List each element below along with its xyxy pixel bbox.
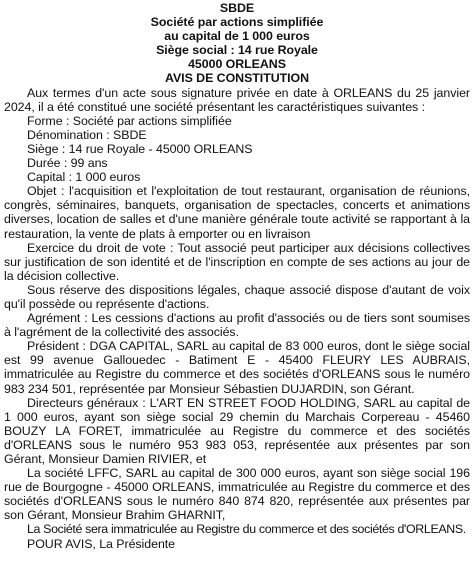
capital-detail-line: Capital : 1 000 euros <box>27 170 141 185</box>
signature-line: POUR AVIS, La Présidente <box>27 536 176 551</box>
notice-header <box>4 1 470 86</box>
legal-form: Société par actions simplifiée <box>150 15 324 30</box>
denomination-line: Dénomination : SBDE <box>27 127 147 142</box>
president-paragraph: Président : DGA CAPITAL, SARL au capital de 83 000 euros, dont le siège social est 99 avenue Gallouedec - Batiment E - 45400 FLEURY LES AUBRAIS, immatriculée au Registre du commerce et des sociétés d'ORLEANS sous le numéro 983 234 501, représentée par Monsieur Sébastien DUJARDIN, son Gérant. <box>4 339 470 396</box>
notice-title: AVIS DE CONSTITUTION <box>164 71 310 86</box>
directeurs-paragraph: Directeurs généraux : L'ART EN STREET FOOD HOLDING, SARL au capital de 1 000 euros, ayant son siège social 29 chemin du Marchais Corpereau - 45460 BOUZY LA FORET, immatriculée au Registre du commerce et des sociétés d'ORLEANS sous le numéro 953 983 053, représentée aux présentes par son Gérant, Monsieur Damien RIVIER, et <box>4 395 470 466</box>
siege-line: Siège : 14 rue Royale - 45000 ORLEANS <box>27 141 253 156</box>
lffc-paragraph: La société LFFC, SARL au capital de 300 000 euros, ayant son siège social 196 rue de Bourgogne - 45000 ORLEANS, immatriculée au Registre du commerce et des sociétés d'ORLEANS sous le numéro 840 874 820, représentée aux présentes par son Gérant, Monsieur Brahim GHARNIT, <box>4 466 470 523</box>
voix-paragraph: Sous réserve des dispositions légales, chaque associé dispose d'autant de voix qu'il possède ou représente d'actions. <box>4 282 470 311</box>
agrement-paragraph: Agrément : Les cessions d'actions au profit d'associés ou de tiers sont soumises à l'agrément de la collectivité des associés. <box>4 311 470 340</box>
immatriculation-paragraph: La Société sera immatriculée au Registre du commerce et des sociétés d'ORLEANS. <box>27 522 466 537</box>
registered-office: Siège social : 14 rue Royale <box>156 43 318 58</box>
vote-paragraph: Exercice du droit de vote : Tout associé peut participer aux décisions collectives sur justification de son identité et de l'inscription en compte de ses actions au jour de la décision collective. <box>4 240 470 283</box>
forme-line: Forme : Société par actions simplifiée <box>27 113 232 128</box>
duree-line: Durée : 99 ans <box>27 156 108 171</box>
company-name: SBDE <box>219 1 255 15</box>
postal-city: 45000 ORLEANS <box>188 57 286 72</box>
objet-paragraph: Objet : l'acquisition et l'exploitation de tout restaurant, organisation de réunions, congrès, séminaires, banquets, organisation de spectacles, concerts et animations diverses, location de salles et d'une manière générale toute activité se rapportant à la restauration, la vente de plats à emporter ou en livraison <box>4 184 470 241</box>
capital-line: au capital de 1 000 euros <box>164 29 310 44</box>
intro-paragraph: Aux termes d'un acte sous signature privée en date à ORLEANS du 25 janvier 2024, il a été constitué une société présentant les caractéristiques suivantes : <box>4 85 470 114</box>
